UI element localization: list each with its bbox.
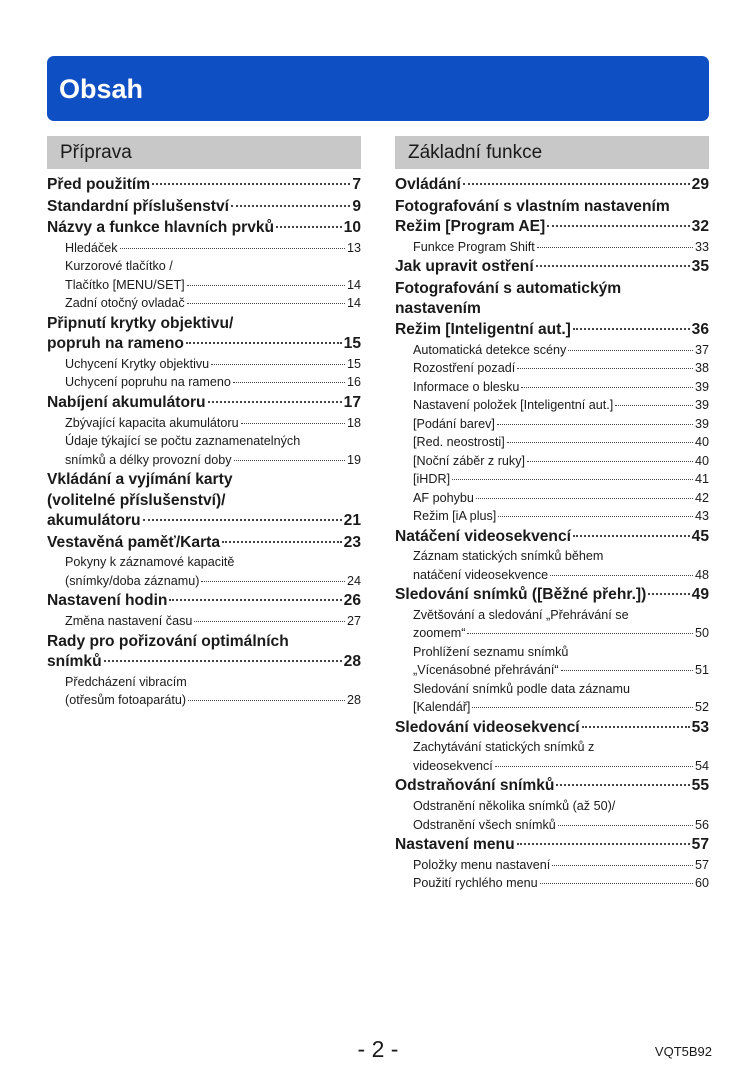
toc-entry[interactable] — [47, 591, 361, 612]
toc-entry-line — [395, 320, 709, 341]
toc-entry-line — [413, 797, 709, 816]
toc-page-number: 49 — [691, 586, 709, 604]
toc-page-number: 15 — [343, 335, 361, 353]
toc-subentry[interactable] — [395, 378, 709, 397]
toc-entry-line — [47, 652, 361, 673]
dot-leader — [241, 423, 345, 424]
toc-entry-line — [413, 547, 709, 566]
toc-page-number: 45 — [691, 527, 709, 545]
section-header-zakladni-funkce — [395, 136, 709, 169]
toc-entry-title: [iHDR] — [413, 472, 451, 487]
toc-entry-line — [413, 698, 709, 717]
toc-subentry[interactable] — [395, 433, 709, 452]
toc-entry-title: Položky menu nastavení — [413, 857, 551, 872]
toc-page-number: 10 — [343, 219, 361, 237]
toc-entry-title: Nastavení položek [Inteligentní aut.] — [413, 398, 614, 413]
toc-entry[interactable] — [395, 257, 709, 278]
toc-subentry[interactable] — [47, 673, 361, 710]
toc-page-number: 28 — [346, 693, 361, 708]
toc-entry-title: Prohlížení seznamu snímků — [413, 644, 569, 659]
toc-entry-title: videosekvencí — [413, 758, 493, 773]
toc-entry-title: Uchycení Krytky objektivu — [65, 356, 210, 371]
toc-page-number: 60 — [694, 876, 709, 891]
toc-page-number: 55 — [691, 777, 709, 795]
dot-leader — [194, 621, 345, 622]
toc-entry-title: akumulátoru — [47, 512, 141, 530]
toc-page-number: 18 — [346, 415, 361, 430]
toc-entry-line — [413, 643, 709, 662]
toc-entry[interactable] — [47, 175, 361, 196]
toc-subentry[interactable] — [395, 738, 709, 775]
dot-leader — [463, 183, 690, 185]
toc-entry-line — [413, 566, 709, 585]
dot-leader — [558, 825, 693, 826]
toc-page-number: 40 — [694, 453, 709, 468]
toc-subentry[interactable] — [47, 612, 361, 631]
toc-entry-line — [395, 299, 709, 320]
toc-subentry[interactable] — [395, 238, 709, 257]
toc-entry-title: AF pohybu — [413, 490, 474, 505]
toc-entry-line — [65, 373, 361, 392]
toc-entry-line — [395, 585, 709, 606]
toc-page-number: 39 — [694, 398, 709, 413]
toc-entry-line — [65, 414, 361, 433]
toc-entry[interactable] — [395, 527, 709, 548]
dot-leader — [498, 516, 693, 517]
toc-entry-title: Tlačítko [MENU/SET] — [65, 277, 185, 292]
toc-entry-line — [395, 175, 709, 196]
dot-leader — [615, 405, 693, 406]
toc-entry-line — [47, 334, 361, 355]
dot-leader — [104, 660, 342, 662]
toc-subentry[interactable] — [47, 432, 361, 469]
toc-entry-title: Režim [Program AE] — [395, 218, 546, 236]
dot-leader — [186, 342, 342, 344]
toc-entry[interactable] — [395, 585, 709, 606]
toc-entry-line — [395, 718, 709, 739]
toc-entry[interactable] — [395, 175, 709, 196]
toc-subentry[interactable] — [47, 414, 361, 433]
dot-leader — [188, 700, 345, 701]
toc-subentry[interactable] — [47, 553, 361, 590]
toc-entry-line — [395, 835, 709, 856]
toc-entry-line — [413, 238, 709, 257]
toc-page-number: 40 — [694, 435, 709, 450]
toc-entry-title: Hledáček — [65, 240, 118, 255]
toc-entry-title: „Vícenásobné přehrávání“ — [413, 663, 559, 678]
toc-entry-line — [395, 257, 709, 278]
toc-page-number: 19 — [346, 452, 361, 467]
toc-page-number: 36 — [691, 321, 709, 339]
toc-entry-line — [47, 591, 361, 612]
toc-subentry[interactable] — [395, 470, 709, 489]
toc-entry-line — [395, 527, 709, 548]
toc-entry-line — [413, 470, 709, 489]
toc-page-number: 32 — [691, 218, 709, 236]
toc-entry-line — [395, 217, 709, 238]
toc-entry-line — [413, 624, 709, 643]
page-title: Obsah — [59, 74, 144, 104]
toc-entry-line — [47, 533, 361, 554]
toc-entry-title: Předcházení vibracím — [65, 674, 187, 689]
toc-entry[interactable] — [47, 218, 361, 239]
toc-subentry[interactable] — [395, 359, 709, 378]
dot-leader — [527, 461, 693, 462]
toc-entry-title: Názvy a funkce hlavních prvků — [47, 219, 275, 237]
dot-leader — [452, 479, 693, 480]
toc-entry-title: Připnutí krytky objektivu/ — [47, 314, 234, 332]
toc-entry[interactable] — [47, 533, 361, 554]
dot-leader — [552, 865, 693, 866]
toc-entry-line — [65, 612, 361, 631]
toc-page-number: 35 — [691, 258, 709, 276]
toc-page-number: 29 — [691, 176, 709, 193]
toc-subentry[interactable] — [47, 294, 361, 313]
dot-leader — [507, 442, 693, 443]
toc-page-number: 33 — [694, 239, 709, 254]
toc-entry-title: Zbývající kapacita akumulátoru — [65, 415, 239, 430]
toc-list — [395, 175, 709, 893]
toc-entry-title: Sledování videosekvencí — [395, 718, 580, 736]
toc-entry-line — [413, 452, 709, 471]
toc-entry-title: Funkce Program Shift — [413, 239, 535, 254]
toc-entry-line — [413, 874, 709, 893]
toc-page-number: 28 — [343, 653, 361, 671]
toc-entry-title: Rady pro pořizování optimálních — [47, 632, 289, 650]
toc-entry-title: nastavením — [395, 300, 481, 318]
toc-entry-line — [47, 632, 361, 653]
toc-entry-title: Režim [iA plus] — [413, 509, 497, 524]
toc-page-number: 26 — [343, 592, 361, 610]
toc-page-number: 13 — [346, 240, 361, 255]
toc-subentry[interactable] — [395, 489, 709, 508]
toc-entry-title: Jak upravit ostření — [395, 258, 534, 276]
toc-page-number: 42 — [694, 490, 709, 505]
toc-entry-title: Odstranění všech snímků — [413, 817, 556, 832]
dot-leader — [476, 498, 693, 499]
toc-subentry[interactable] — [395, 643, 709, 680]
toc-subentry[interactable] — [395, 507, 709, 526]
toc-entry[interactable] — [47, 470, 361, 532]
toc-entry-title: Odstranění několika snímků (až 50)/ — [413, 799, 616, 814]
toc-page-number: 39 — [694, 379, 709, 394]
toc-entry-title: Před použitím — [47, 176, 151, 193]
toc-entry-line — [65, 276, 361, 295]
toc-entry[interactable] — [47, 632, 361, 673]
dot-leader — [521, 387, 693, 388]
toc-entry-title: snímků a délky provozní doby — [65, 452, 232, 467]
dot-leader — [233, 382, 345, 383]
dot-leader — [234, 460, 345, 461]
toc-page-number: 16 — [346, 375, 361, 390]
toc-subentry[interactable] — [47, 355, 361, 374]
toc-entry-title: Nabíjení akumulátoru — [47, 393, 206, 411]
toc-page-number: 14 — [346, 296, 361, 311]
toc-entry-line — [47, 491, 361, 512]
dot-leader — [582, 726, 690, 728]
toc-entry-line — [395, 776, 709, 797]
toc-entry-line — [413, 738, 709, 757]
toc-entry-title: Kurzorové tlačítko / — [65, 259, 173, 274]
toc-page-number: 57 — [694, 857, 709, 872]
toc-entry-line — [413, 661, 709, 680]
toc-entry-title: (volitelné příslušenství)/ — [47, 491, 226, 509]
dot-leader — [573, 328, 690, 330]
dot-leader — [120, 248, 345, 249]
toc-entry-title: Uchycení popruhu na rameno — [65, 375, 231, 390]
dot-leader — [211, 364, 345, 365]
toc-entry-line — [47, 393, 361, 414]
toc-page-number: 50 — [694, 626, 709, 641]
toc-entry-line — [413, 341, 709, 360]
dot-leader — [517, 843, 690, 845]
toc-entry-title: natáčení videosekvence — [413, 567, 549, 582]
dot-leader — [152, 183, 350, 185]
toc-entry-line — [413, 433, 709, 452]
toc-entry-title: Rozostření pozadí — [413, 361, 516, 376]
toc-entry-line — [65, 257, 361, 276]
section-header-label: Základní funkce — [408, 142, 543, 163]
toc-entry-title: Záznam statických snímků během — [413, 549, 604, 564]
dot-leader — [547, 225, 689, 227]
toc-entry-title: [Kalendář] — [413, 700, 471, 715]
dot-leader — [169, 599, 341, 601]
toc-page-number: 56 — [694, 817, 709, 832]
toc-entry-title: Sledování snímků ([Běžné přehr.]) — [395, 586, 647, 604]
toc-entry[interactable] — [395, 835, 709, 856]
toc-entry-line — [413, 606, 709, 625]
toc-page-number: 14 — [346, 277, 361, 292]
toc-column-right — [395, 136, 709, 893]
toc-entry[interactable] — [47, 197, 361, 218]
dot-leader — [556, 784, 689, 786]
toc-entry-title: Informace o blesku — [413, 379, 520, 394]
dot-leader — [472, 707, 693, 708]
dot-leader — [222, 541, 342, 543]
toc-entry-line — [65, 572, 361, 591]
toc-entry-line — [65, 691, 361, 710]
toc-page-number: 41 — [694, 472, 709, 487]
dot-leader — [497, 424, 693, 425]
toc-page-number: 39 — [694, 416, 709, 431]
toc-entry-title: Režim [Inteligentní aut.] — [395, 321, 571, 339]
dot-leader — [561, 670, 693, 671]
toc-entry-line — [413, 856, 709, 875]
toc-entry-line — [395, 279, 709, 300]
toc-entry-line — [413, 680, 709, 699]
toc-entry-line — [65, 355, 361, 374]
dot-leader — [568, 350, 693, 351]
toc-page-number: 23 — [343, 533, 361, 551]
toc-entry[interactable] — [395, 279, 709, 341]
toc-entry-line — [65, 294, 361, 313]
toc-page-number: 37 — [694, 342, 709, 357]
toc-entry-line — [413, 816, 709, 835]
toc-subentry[interactable] — [395, 547, 709, 584]
toc-entry-title: [Red. neostrosti] — [413, 435, 505, 450]
toc-subentry[interactable] — [47, 239, 361, 258]
toc-subentry[interactable] — [395, 606, 709, 643]
toc-subentry[interactable] — [395, 341, 709, 360]
toc-entry-title: Ovládání — [395, 176, 461, 193]
toc-entry-title: Zvětšování a sledování „Přehrávání se — [413, 607, 629, 622]
toc-page-number: 27 — [346, 614, 361, 629]
toc-page-number: 9 — [352, 197, 361, 215]
toc-entry-line — [47, 218, 361, 239]
toc-page-number: 53 — [691, 718, 709, 736]
toc-entry-title: Fotografování s vlastním nastavením — [395, 197, 670, 215]
toc-entry-line — [47, 197, 361, 218]
toc-entry-line — [395, 197, 709, 218]
toc-entry-line — [413, 489, 709, 508]
toc-entry-title: Sledování snímků podle data záznamu — [413, 681, 631, 696]
toc-entry-title: Vestavěná paměť/Karta — [47, 533, 221, 551]
toc-entry-line — [47, 511, 361, 532]
toc-entry-title: (otřesům fotoaparátu) — [65, 693, 187, 708]
toc-page-number: 52 — [694, 700, 709, 715]
dot-leader — [187, 285, 345, 286]
toc-entry-title: Zachytávání statických snímků z — [413, 740, 595, 755]
dot-leader — [573, 535, 690, 537]
toc-entry-line — [65, 432, 361, 451]
title-banner — [47, 56, 709, 121]
toc-page-number: 57 — [691, 836, 709, 854]
toc-entry-title: Změna nastavení času — [65, 614, 193, 629]
section-header-priprava — [47, 136, 361, 169]
toc-list — [47, 175, 361, 710]
toc-entry-title: Nastavení menu — [395, 836, 515, 854]
toc-subentry[interactable] — [395, 415, 709, 434]
toc-entry-line — [47, 470, 361, 491]
toc-page-number: 17 — [343, 393, 361, 411]
toc-entry-line — [65, 553, 361, 572]
toc-entry-line — [47, 314, 361, 335]
toc-entry-line — [413, 396, 709, 415]
dot-leader — [276, 226, 342, 228]
toc-entry-title: Natáčení videosekvencí — [395, 527, 571, 545]
document-code: VQT5B92 — [654, 1044, 712, 1059]
toc-entry-line — [47, 175, 361, 196]
toc-entry-title: Nastavení hodin — [47, 592, 168, 610]
toc-entry-title: zoomem“ — [413, 626, 466, 641]
toc-subentry[interactable] — [47, 257, 361, 294]
toc-page-number: 15 — [346, 356, 361, 371]
toc-page-number: 7 — [352, 176, 361, 193]
toc-entry-title: (snímky/doba záznamu) — [65, 573, 200, 588]
toc-entry-line — [65, 451, 361, 470]
toc-entry-line — [413, 507, 709, 526]
dot-leader — [536, 265, 690, 267]
toc-subentry[interactable] — [395, 680, 709, 717]
toc-entry[interactable] — [395, 776, 709, 797]
toc-subentry[interactable] — [47, 373, 361, 392]
toc-subentry[interactable] — [395, 874, 709, 893]
toc-entry[interactable] — [47, 314, 361, 355]
toc-page-number: 51 — [694, 663, 709, 678]
toc-subentry[interactable] — [395, 452, 709, 471]
toc-subentry[interactable] — [395, 856, 709, 875]
toc-entry-title: snímků — [47, 653, 102, 671]
toc-entry-title: [Podání barev] — [413, 416, 495, 431]
toc-column-left — [47, 136, 361, 710]
toc-page-number: 21 — [343, 512, 361, 530]
dot-leader — [187, 303, 345, 304]
toc-entry-title: Pokyny k záznamové kapacitě — [65, 555, 235, 570]
page-number: - 2 - — [357, 1036, 399, 1062]
dot-leader — [495, 766, 693, 767]
dot-leader — [648, 593, 689, 595]
dot-leader — [517, 368, 693, 369]
toc-entry-title: popruh na rameno — [47, 335, 184, 353]
section-header-label: Příprava — [60, 142, 132, 163]
toc-entry[interactable] — [395, 197, 709, 238]
toc-entry-title: Zadní otočný ovladač — [65, 296, 185, 311]
dot-leader — [231, 205, 350, 207]
dot-leader — [208, 401, 342, 403]
dot-leader — [540, 883, 693, 884]
dot-leader — [201, 581, 345, 582]
toc-entry-line — [413, 415, 709, 434]
toc-entry-title: Použití rychlého menu — [413, 876, 538, 891]
toc-entry-title: Odstraňování snímků — [395, 777, 555, 795]
toc-entry-line — [413, 757, 709, 776]
toc-entry[interactable] — [47, 393, 361, 414]
toc-page-number: 38 — [694, 361, 709, 376]
toc-entry[interactable] — [395, 718, 709, 739]
toc-page-number: 48 — [694, 567, 709, 582]
toc-entry-line — [65, 673, 361, 692]
toc-page-number: 43 — [694, 509, 709, 524]
toc-entry-line — [413, 359, 709, 378]
toc-entry-line — [413, 378, 709, 397]
toc-page-number: 54 — [694, 758, 709, 773]
toc-subentry[interactable] — [395, 797, 709, 834]
toc-entry-title: Standardní příslušenství — [47, 197, 229, 215]
toc-entry-title: Údaje týkající se počtu zaznamenatelných — [65, 434, 301, 449]
dot-leader — [537, 247, 693, 248]
dot-leader — [467, 633, 693, 634]
toc-subentry[interactable] — [395, 396, 709, 415]
toc-entry-title: Vkládání a vyjímání karty — [47, 471, 233, 489]
toc-entry-title: [Noční záběr z ruky] — [413, 453, 525, 468]
toc-entry-line — [65, 239, 361, 258]
toc-entry-title: Automatická detekce scény — [413, 342, 567, 357]
toc-entry-title: Fotografování s automatickým — [395, 279, 622, 297]
dot-leader — [143, 519, 342, 521]
dot-leader — [550, 575, 693, 576]
toc-page-number: 24 — [346, 573, 361, 588]
